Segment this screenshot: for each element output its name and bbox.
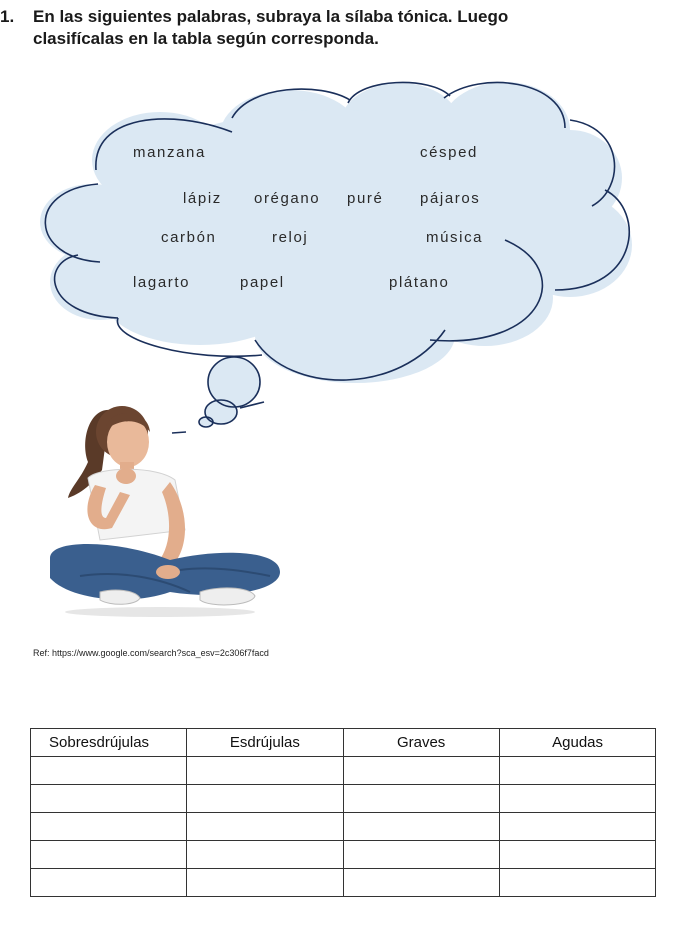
word-pure: puré — [347, 190, 384, 207]
table-cell[interactable] — [187, 785, 343, 813]
table-cell[interactable] — [187, 841, 343, 869]
word-oregano: orégano — [254, 190, 321, 207]
table-cell[interactable] — [343, 813, 499, 841]
header-agudas: Agudas — [499, 729, 655, 757]
table-cell[interactable] — [187, 757, 343, 785]
table-cell[interactable] — [31, 869, 187, 897]
table-cell[interactable] — [499, 785, 655, 813]
table-cell[interactable] — [31, 841, 187, 869]
word-carbon: carbón — [161, 229, 217, 246]
word-platano: plátano — [389, 274, 450, 291]
table-cell[interactable] — [499, 869, 655, 897]
thought-cloud — [0, 0, 680, 440]
table-cell[interactable] — [499, 841, 655, 869]
thinking-girl-illustration — [40, 400, 300, 620]
word-lapiz: lápiz — [183, 190, 222, 207]
table-cell[interactable] — [343, 785, 499, 813]
table-cell[interactable] — [343, 841, 499, 869]
table-cell[interactable] — [343, 757, 499, 785]
classification-table — [30, 728, 656, 897]
instruction-number: 1. — [0, 7, 15, 26]
instruction-line-2: clasifícalas en la tabla según corresponda. — [33, 29, 379, 48]
header-esdrujulas: Esdrújulas — [187, 729, 343, 757]
instruction-line-1: En las siguientes palabras, subraya la sílaba tónica. Luego — [33, 7, 509, 26]
table-cell[interactable] — [31, 757, 187, 785]
table-row — [31, 757, 656, 785]
word-cesped: césped — [420, 144, 478, 161]
table-row — [31, 869, 656, 897]
word-musica: música — [426, 229, 484, 246]
word-pajaros: pájaros — [420, 190, 481, 207]
table-row — [31, 841, 656, 869]
table-cell[interactable] — [343, 869, 499, 897]
table-cell[interactable] — [31, 813, 187, 841]
header-graves: Graves — [343, 729, 499, 757]
table-cell[interactable] — [499, 813, 655, 841]
word-reloj: reloj — [272, 229, 309, 246]
table-row — [31, 785, 656, 813]
table-cell[interactable] — [499, 757, 655, 785]
word-papel: papel — [240, 274, 285, 291]
table-cell[interactable] — [31, 785, 187, 813]
table-cell[interactable] — [187, 813, 343, 841]
table-header-row — [31, 729, 656, 757]
table-cell[interactable] — [187, 869, 343, 897]
table-row — [31, 813, 656, 841]
image-reference: Ref: https://www.google.com/search?sca_esv=2c306f7facd — [33, 648, 269, 658]
word-manzana: manzana — [133, 144, 206, 161]
header-sobresdrujulas: Sobresdrújulas — [31, 729, 187, 757]
word-lagarto: lagarto — [133, 274, 191, 291]
